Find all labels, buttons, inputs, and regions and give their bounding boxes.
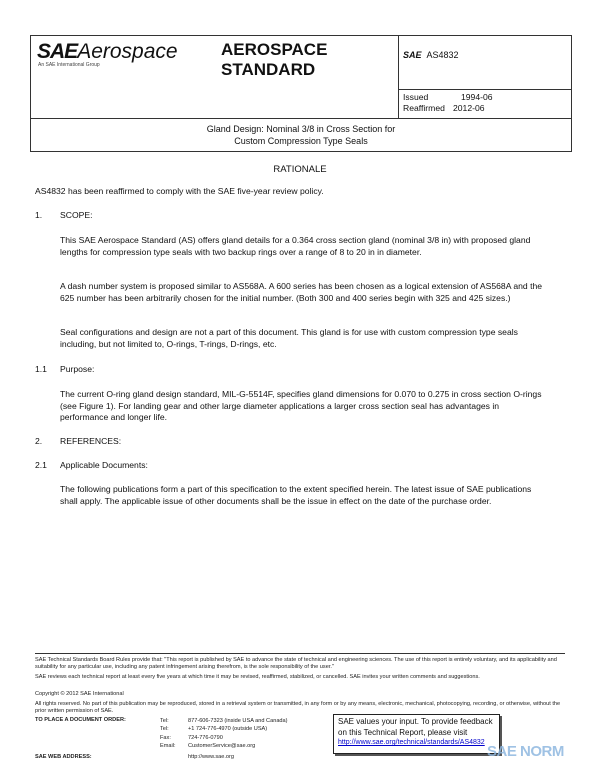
logo-tagline: An SAE International Group bbox=[38, 62, 100, 68]
scope-paragraph-3: Seal configurations and design are not a part of this document. This gland is for use with custom compression type seals including, but not limited to, O-rings, T-rings, D-rings, etc. bbox=[60, 327, 518, 349]
rationale-text: AS4832 has been reaffirmed to comply with the SAE five-year review policy. bbox=[35, 186, 324, 196]
scope-paragraph-1: This SAE Aerospace Standard (AS) offers gland details for a 0.364 cross section gland (nominal 3/8 in) with proposed gland lengths for compression type seals with two backup rings over a range of 8 to 20 in in diameter. bbox=[60, 235, 531, 257]
scope-paragraph-2: A dash number system is proposed similar to AS568A. A 600 series has been chosen as a logical extension of AS568A and the 625 number has been arbitrarily chosen for the initial number. (Both 300 and 400 series begin with 325 and 425 sizes.) bbox=[60, 281, 543, 303]
footer-divider bbox=[35, 653, 565, 654]
section-1-num: 1. bbox=[35, 210, 43, 220]
section-2-1-num: 2.1 bbox=[35, 460, 47, 470]
section-1-1-title: Purpose: bbox=[60, 364, 95, 374]
section-1-title: SCOPE: bbox=[60, 210, 93, 220]
sae-aerospace-logo: SAEAerospace bbox=[37, 40, 178, 63]
section-1-1-num: 1.1 bbox=[35, 364, 47, 374]
applicable-docs-paragraph: The following publications form a part of this specification to the extent specified herein. The latest issue of SAE publications shall apply. The applicable issue of other documents shall be the issue in effect on the date of the purchase order. bbox=[60, 484, 532, 506]
footer-review: SAE reviews each technical report at least every five years at which time it may be revised, reaffirmed, stabilized, or cancelled. SAE invites your written comments and suggestions. bbox=[35, 674, 480, 680]
footer-rules: SAE Technical Standards Board Rules provide that: "This report is published by SAE to advance the state of technical and engineering sciences. The use of this report is entirely voluntary, and its applicability and suitability for any particular use, including any patent infringement arising therefrom, is the sole responsibility of the user." bbox=[35, 657, 557, 671]
document-title: Gland Design: Nominal 3/8 in Cross Section for Custom Compression Type Seals bbox=[206, 124, 396, 146]
purpose-paragraph: The current O-ring gland design standard, MIL-G-5514F, specifies gland dimensions for 0.070 to 0.275 in cross section O-rings (see Figure 1). For landing gear and other large diameter applications a larger cross section seal has advantages in performance and longer life. bbox=[60, 389, 542, 422]
reaffirmed: Reaffirmed 2012-06 bbox=[403, 103, 485, 113]
section-2-1-title: Applicable Documents: bbox=[60, 460, 148, 470]
rationale-heading: RATIONALE bbox=[273, 164, 327, 175]
doc-number: SAE AS4832 bbox=[403, 50, 459, 60]
web-label: SAE WEB ADDRESS: bbox=[35, 754, 92, 760]
order-label: TO PLACE A DOCUMENT ORDER: bbox=[35, 717, 126, 723]
feedback-link[interactable]: http://www.sae.org/technical/standards/AS4832 bbox=[338, 739, 485, 746]
footer-copyright: Copyright © 2012 SAE International bbox=[35, 691, 124, 697]
sae-norm-watermark: SAE NORM bbox=[487, 743, 564, 760]
header-box bbox=[30, 35, 572, 152]
section-2-title: REFERENCES: bbox=[60, 436, 122, 446]
feedback-box: SAE values your input. To provide feedback on this Technical Report, please visit http://www.sae.org/technical/standards/AS4832 bbox=[333, 714, 500, 754]
doc-type: AEROSPACE STANDARD bbox=[221, 40, 328, 79]
footer-rights: All rights reserved. No part of this publication may be reproduced, stored in a retrieval system or transmitted, in any form or by any means, electronic, mechanical, photocopying, recording, or otherwise, without the prior written permission of SAE. bbox=[35, 701, 561, 715]
order-contacts: Tel: 877-606-7323 (inside USA and Canada) Tel: +1 724-776-4970 (outside USA) Fax: 724-776-0790 Email: CustomerService@sae.org bbox=[160, 718, 288, 749]
section-2-num: 2. bbox=[35, 436, 43, 446]
issued: Issued 1994-06 bbox=[403, 92, 493, 102]
web-address[interactable]: http://www.sae.org bbox=[188, 754, 235, 760]
